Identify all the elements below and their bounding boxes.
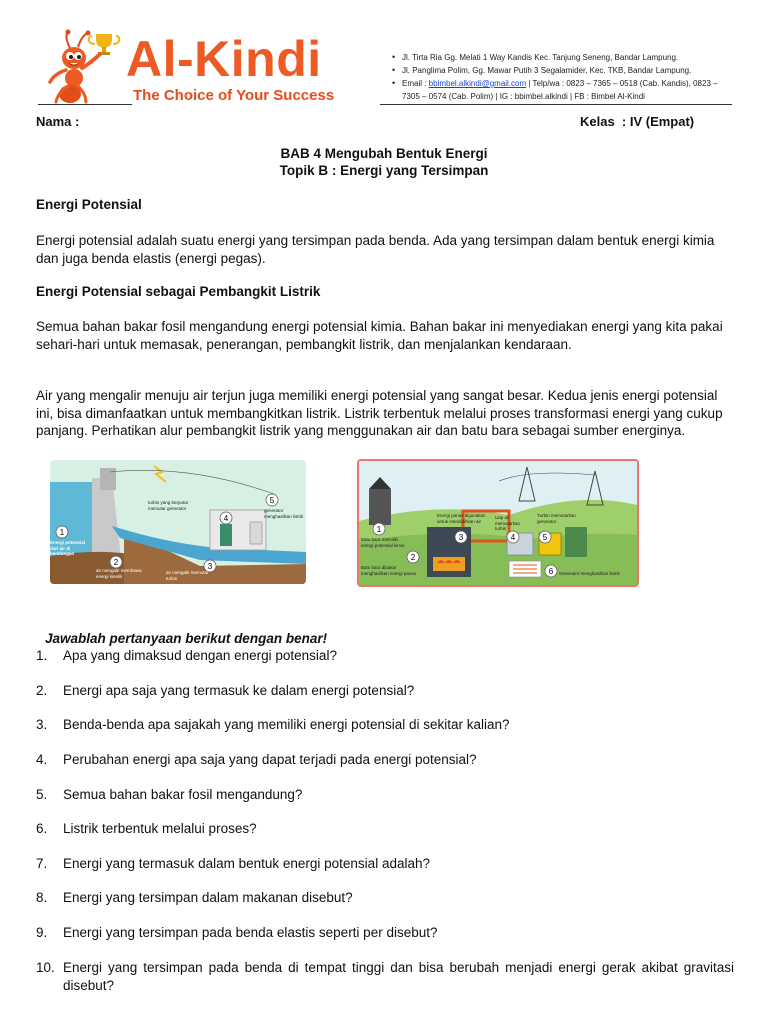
question-item — [36, 959, 734, 994]
brand-name: Al-Kindi — [126, 31, 322, 87]
name-label: Nama : — [36, 114, 80, 129]
hydro-marker-4: 4 — [223, 514, 229, 523]
question-text: Energi yang tersimpan pada benda elastis seperti per disebut? — [63, 925, 438, 940]
question-text: Energi yang termasuk dalam bentuk energi potensial adalah? — [63, 856, 430, 871]
question-text: Energi yang tersimpan dalam makanan disebut? — [63, 890, 353, 905]
coal-marker-5: 5 — [542, 533, 548, 542]
chapter-title: BAB 4 Mengubah Bentuk Energi — [280, 146, 488, 161]
coal-label-2: Batu bara dibakar menghasilkan energi panas — [361, 565, 417, 576]
quiz-instruction: Jawablah pertanyaan berikut dengan benar! — [45, 631, 328, 646]
coal-marker-4: 4 — [510, 533, 516, 542]
question-item — [36, 855, 734, 873]
question-number: 7. — [36, 856, 48, 871]
question-item — [36, 820, 734, 838]
contact-info — [392, 51, 732, 103]
hydro-marker-3: 3 — [207, 562, 213, 571]
question-text: Listrik terbentuk melalui proses? — [63, 821, 257, 836]
coal-power-figure — [357, 459, 639, 587]
ant-mascot-icon — [44, 28, 134, 106]
section-2-paragraph-1: Semua bahan bakar fosil mengandung energi potensial kimia. Bahan bakar ini menyediakan energi yang kita pakai sehari-hari untuk memasak, penerangan, pembangkit listrik, dan menjalankan kendaraan. — [36, 319, 723, 352]
question-item — [36, 647, 734, 665]
coal-label-4: Uap air memutarkan turbin — [495, 515, 521, 531]
contact-rest: | Telp/wa : 0823 – 7365 – 0518 (Cab. Kandis), 0823 – 7305 – 0574 (Cab. Polim) | IG : bbimbel.alkindi | FB : Bimbel Al-Kindi — [402, 79, 718, 101]
hydro-label-4: turbin yang berputar memutar generator — [148, 500, 189, 511]
coal-label-6: Generator menghasilkan listrik — [559, 571, 620, 576]
coal-label-5: Turbin memutarkan generator — [537, 513, 576, 524]
hydro-marker-2: 2 — [113, 558, 119, 567]
question-text: Apa yang dimaksud dengan energi potensial? — [63, 648, 337, 663]
hydro-label-1: Energi potensial dari air di bendungan — [50, 540, 86, 556]
section-heading-energi-potensial: Energi Potensial — [36, 197, 142, 212]
header-divider-right — [380, 104, 732, 105]
hydro-marker-5: 5 — [269, 496, 275, 505]
question-number: 4. — [36, 752, 48, 767]
hydro-power-illustration — [50, 460, 306, 584]
question-text: Benda-benda apa sajakah yang memiliki energi potensial di sekitar kalian? — [63, 717, 510, 732]
coal-marker-1: 1 — [376, 525, 382, 534]
question-item — [36, 682, 734, 700]
question-number: 6. — [36, 821, 48, 836]
question-number: 8. — [36, 890, 48, 905]
hydro-marker-1: 1 — [59, 528, 65, 537]
coal-power-illustration — [359, 461, 637, 585]
question-number: 10. — [36, 960, 55, 975]
header-divider-left — [38, 104, 132, 105]
question-number: 9. — [36, 925, 48, 940]
coal-label-3: Energi panas digunakan untuk mendidihkan air — [437, 513, 486, 524]
email-link[interactable]: bbimbel.alkindi@gmail.com — [428, 79, 527, 88]
topic-title: Topik B : Energi yang Tersimpan — [279, 163, 489, 178]
question-text: Perubahan energi apa saja yang dapat terjadi pada energi potensial? — [63, 752, 477, 767]
hydro-label-5: generator menghasilkan listrik — [264, 508, 304, 519]
address-line-1: • Jl. Tirta Ria Gg. Melati 1 Way Kandis Kec. Tanjung Seneng, Bandar Lampung. — [392, 51, 732, 64]
coal-marker-2: 2 — [410, 553, 416, 562]
question-text: Energi yang tersimpan pada benda di tempat tinggi dan bisa berubah menjadi energi gerak akibat gravitasi disebut? — [63, 960, 734, 993]
hydro-power-figure — [50, 460, 306, 584]
address-line-2: • Jl. Panglima Polim, Gg. Mawar Putih 3 Segalamider, Kec. TKB, Bandar Lampung. — [392, 64, 732, 77]
question-number: 3. — [36, 717, 48, 732]
brand-tagline: The Choice of Your Success — [133, 87, 335, 104]
section-heading-pembangkit-listrik: Energi Potensial sebagai Pembangkit Listrik — [36, 284, 321, 299]
hydro-label-2: air mengalir membawa energi kinetik — [96, 568, 142, 579]
question-number: 2. — [36, 683, 48, 698]
coal-label-1: Batu bara memiliki energi potensial kimia — [361, 537, 405, 548]
question-item — [36, 889, 734, 907]
question-number: 5. — [36, 787, 48, 802]
section-2-paragraph-2: Air yang mengalir menuju air terjun juga memiliki energi potensial yang sangat besar. Kedua jenis energi potensial ini, bisa dimanfaatkan untuk membangkitkan listrik. Listrik terbentuk melalui proses transformasi energi yang cukup panjang. Perhatikan alur pembangkit listrik yang menggunakan air dan batu bara sebagai sumber energinya. — [36, 388, 723, 438]
question-item — [36, 716, 734, 734]
hydro-label-3: air mengalir memutar turbin — [166, 570, 209, 581]
question-item — [36, 924, 734, 942]
question-item — [36, 751, 734, 769]
coal-marker-3: 3 — [458, 533, 464, 542]
question-text: Energi apa saja yang termasuk ke dalam energi potensial? — [63, 683, 415, 698]
class-label: Kelas : IV (Empat) — [580, 114, 695, 129]
question-item — [36, 786, 734, 804]
question-text: Semua bahan bakar fosil mengandung? — [63, 787, 303, 802]
contact-line — [392, 77, 732, 103]
question-number: 1. — [36, 648, 48, 663]
section-1-paragraph: Energi potensial adalah suatu energi yang tersimpan pada benda. Ada yang tersimpan dalam bentuk energi kimia dan juga benda elastis (energi pegas). — [36, 233, 715, 266]
coal-marker-6: 6 — [548, 567, 554, 576]
email-prefix: Email : — [402, 79, 429, 88]
